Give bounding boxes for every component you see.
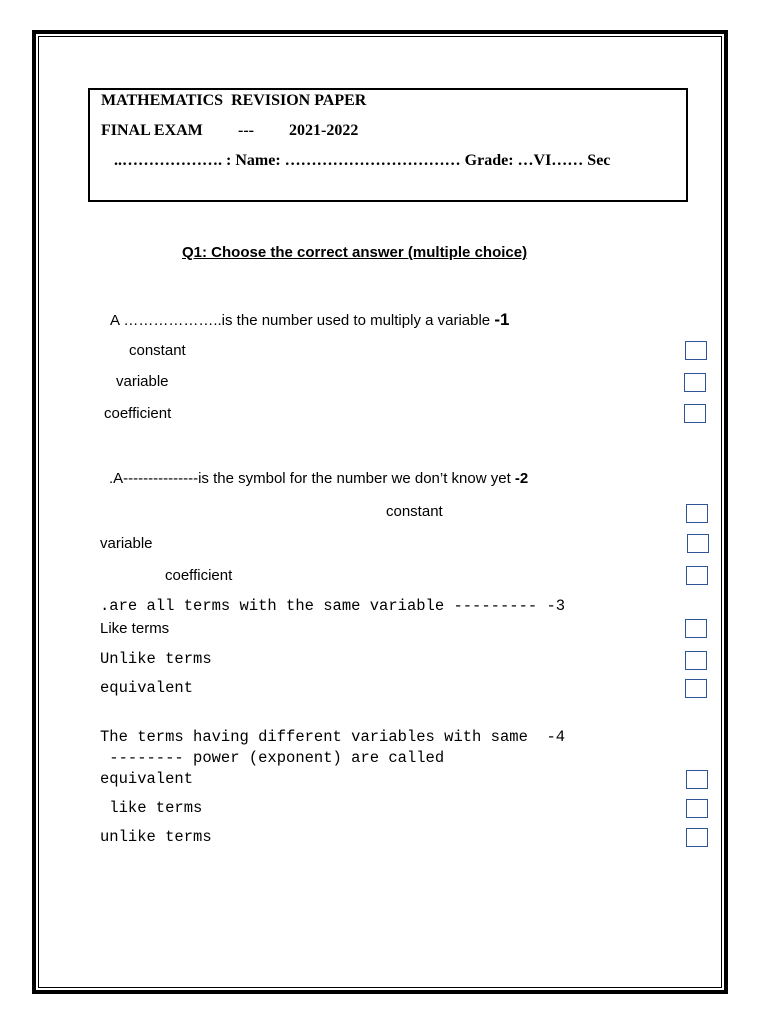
question-2-number: -2 xyxy=(514,470,529,487)
checkbox-icon[interactable] xyxy=(684,373,706,392)
exam-dashes: --- xyxy=(238,122,254,139)
q3-option-unlike-terms: Unlike terms xyxy=(100,650,212,668)
q3-option-equivalent: equivalent xyxy=(100,679,194,697)
q4-option-like-terms: like terms xyxy=(100,799,203,817)
student-info-line: ..………………. : Name: …………………………… Grade: …VI…… Sec xyxy=(114,152,611,169)
question-2-stem: .A---------------is the symbol for the number we don’t know yet xyxy=(109,470,515,487)
exam-header xyxy=(88,88,688,202)
checkbox-icon[interactable] xyxy=(685,679,707,698)
q4-option-equivalent: equivalent xyxy=(100,770,194,788)
q3-option-like-terms: Like terms xyxy=(100,620,170,637)
checkbox-icon[interactable] xyxy=(684,404,706,423)
question-4-text-line1: The terms having different variables with same -4 xyxy=(100,728,566,746)
question-1-stem: A ………………..is the number used to multiply a variable xyxy=(110,312,495,329)
question-1-number: -1 xyxy=(494,310,510,329)
question-2-text xyxy=(109,470,528,487)
q2-option-coefficient: coefficient xyxy=(165,567,233,584)
exam-year: 2021-2022 xyxy=(289,122,359,139)
question-4-text-line2: -------- power (exponent) are called xyxy=(100,749,445,767)
checkbox-icon[interactable] xyxy=(686,799,708,818)
checkbox-icon[interactable] xyxy=(686,770,708,789)
q1-option-constant: constant xyxy=(129,342,186,359)
paper-title: MATHEMATICS REVISION PAPER xyxy=(101,92,367,109)
q2-option-variable: variable xyxy=(100,535,153,552)
question-1-text xyxy=(110,310,509,330)
exam-label: FINAL EXAM xyxy=(101,122,203,139)
checkbox-icon[interactable] xyxy=(686,566,708,585)
q1-option-coefficient: coefficient xyxy=(104,405,172,422)
q1-heading: Q1: Choose the correct answer (multiple choice) xyxy=(182,244,528,261)
checkbox-icon[interactable] xyxy=(685,651,707,670)
checkbox-icon[interactable] xyxy=(685,341,707,360)
q4-option-unlike-terms: unlike terms xyxy=(100,828,212,846)
checkbox-icon[interactable] xyxy=(685,619,707,638)
question-3-text: .are all terms with the same variable --------- -3 xyxy=(100,597,566,615)
checkbox-icon[interactable] xyxy=(686,504,708,523)
q1-option-variable: variable xyxy=(116,373,169,390)
checkbox-icon[interactable] xyxy=(686,828,708,847)
q2-option-constant: constant xyxy=(386,503,443,520)
checkbox-icon[interactable] xyxy=(687,534,709,553)
